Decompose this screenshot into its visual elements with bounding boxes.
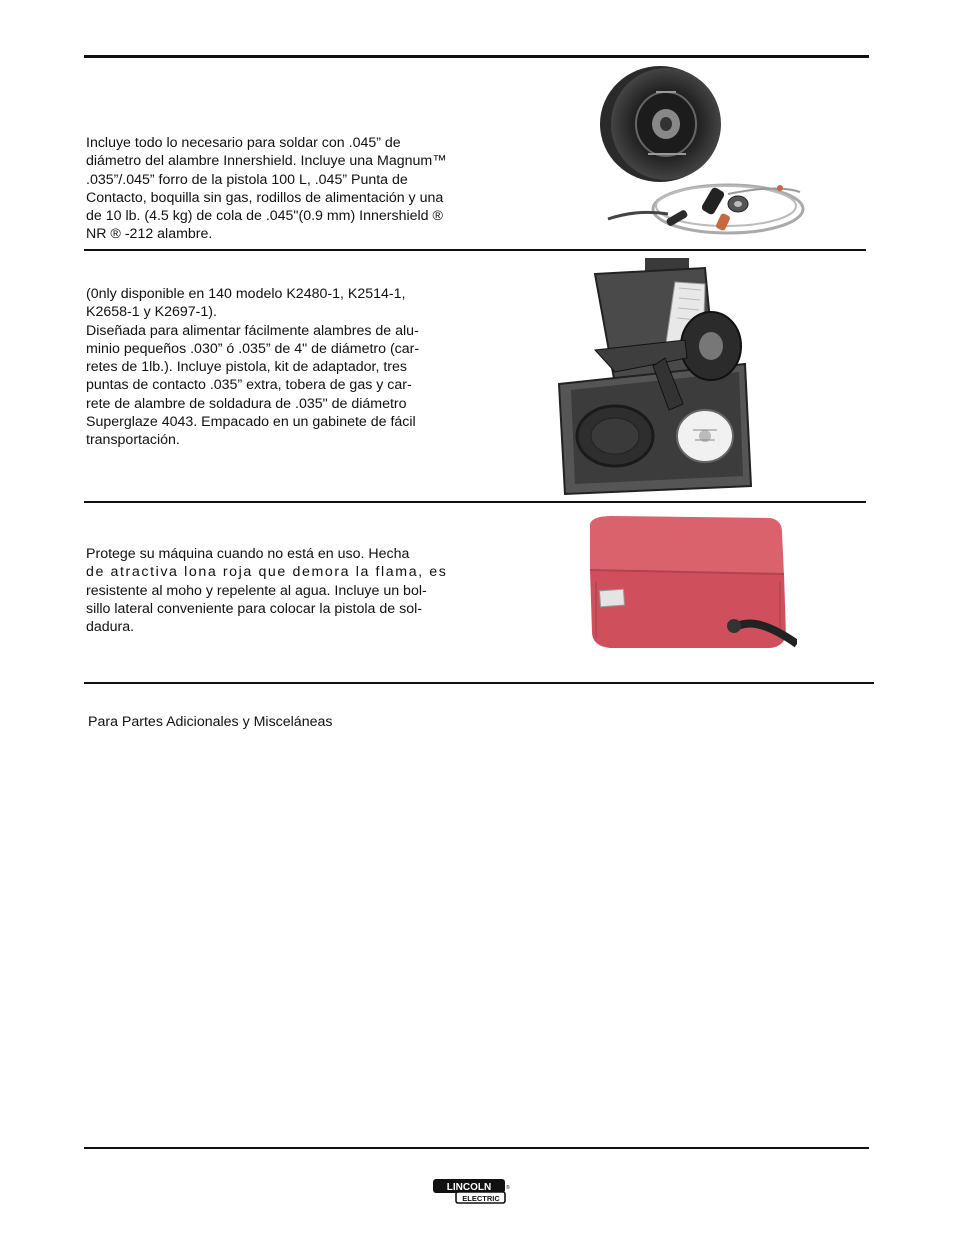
bottom-rule	[84, 1147, 869, 1149]
text-line: Protege su máquina cuando no está en uso. Hecha	[86, 546, 410, 562]
text-line: Superglaze 4043. Empacado en un gabinete de fácil	[86, 414, 416, 431]
text-line: K2658-1 y K2697-1).	[86, 304, 217, 321]
text-line: (0nly disponible en 140 modelo K2480-1, K2514-1,	[86, 286, 406, 302]
misc-parts-heading: Para Partes Adicionales y Misceláneas	[88, 714, 333, 730]
text-line: sillo lateral conveniente para colocar la pistola de sol-	[86, 600, 422, 617]
text-line: rete de alambre de soldadura de .035" de diámetro	[86, 395, 407, 412]
text-line: NR ® -212 alambre.	[86, 226, 213, 243]
section-divider-3	[84, 682, 874, 684]
text-line: Diseñada para alimentar fácilmente alambres de alu-	[86, 322, 419, 339]
lincoln-electric-logo	[432, 1178, 510, 1205]
section-3-description	[86, 545, 462, 636]
text-line: Incluye todo lo necesario para soldar con .045” de	[86, 135, 401, 151]
section-1-description	[86, 134, 462, 244]
text-line: transportación.	[86, 432, 180, 449]
section-divider-1	[84, 249, 866, 251]
text-line: puntas de contacto .035” extra, tobera de gas y car-	[86, 377, 412, 394]
logo-registered-mark: ®	[506, 1185, 510, 1191]
logo-word-lincoln: LINCOLN	[446, 1182, 492, 1193]
text-line: .035”/.045” forro de la pistola 100 L, .045” Punta de	[86, 171, 408, 188]
top-rule	[84, 55, 869, 58]
section-2-description	[86, 285, 462, 450]
logo-word-electric: ELECTRIC	[462, 1194, 500, 1203]
text-line: diámetro del alambre Innershield. Incluye una Magnum™	[86, 153, 447, 170]
section-divider-2	[84, 501, 866, 503]
text-line: de atractiva lona roja que demora la flama, es	[86, 564, 448, 581]
spool-gun-case-image	[555, 254, 755, 498]
wire-spool-kit-image	[578, 64, 808, 244]
canvas-cover-image	[582, 512, 797, 654]
text-line: resistente al moho y repelente al agua. Incluye un bol-	[86, 582, 427, 599]
text-line: Contacto, boquilla sin gas, rodillos de alimentación y una	[86, 189, 444, 206]
text-line: de 10 lb. (4.5 kg) de cola de .045"(0.9 mm) Innershield ®	[86, 208, 443, 225]
text-line: dadura.	[86, 619, 135, 636]
text-line: minio pequeños .030” ó .035” de 4" de diámetro (car-	[86, 340, 420, 357]
text-line: retes de 1lb.). Incluye pistola, kit de adaptador, tres	[86, 359, 407, 376]
